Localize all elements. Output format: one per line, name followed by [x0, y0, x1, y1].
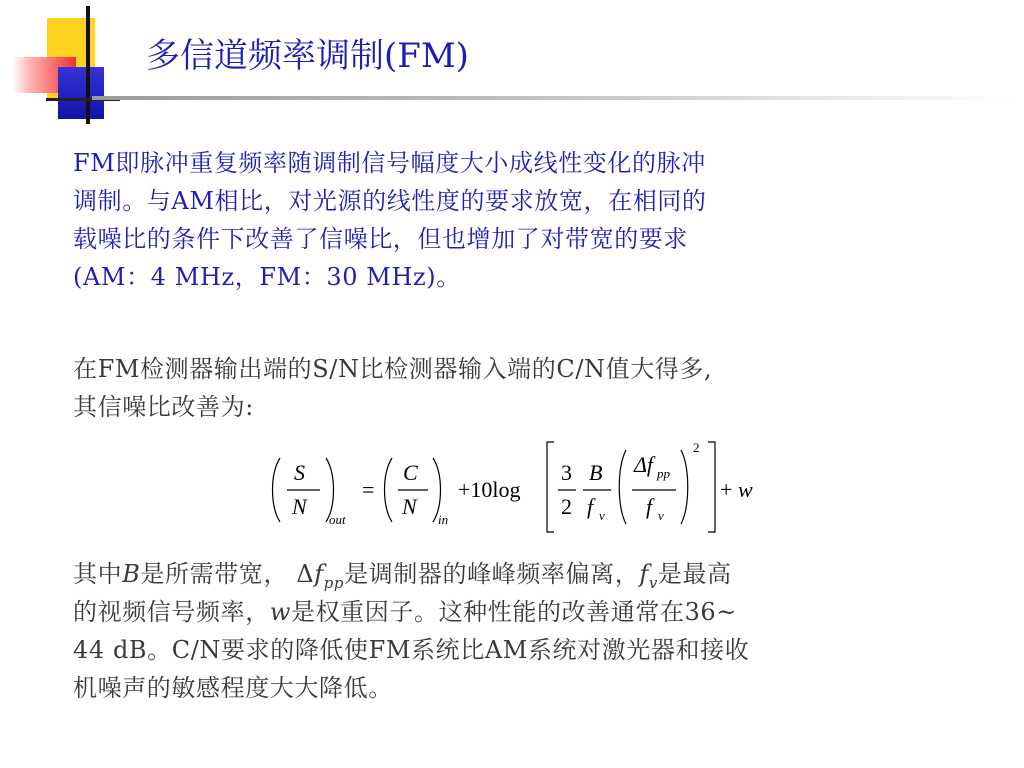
decor-vertical-line: [86, 6, 90, 124]
text-line: 其信噪比改善为:: [73, 393, 254, 421]
text-line: 载噪比的条件下改善了信噪比，但也增加了对带宽的要求: [73, 225, 688, 253]
paren-left-2: [385, 458, 393, 522]
formula-plus: +: [720, 477, 733, 502]
text-line: FM即脉冲重复频率随调制信号幅度大小成线性变化的脉冲: [73, 149, 706, 177]
formula-sub-in: in: [438, 512, 449, 527]
formula-svg: [268, 436, 768, 536]
text-line: [73, 555, 973, 593]
paren-left-3: [619, 450, 626, 524]
sub-v: v: [648, 573, 658, 592]
snr-improvement-formula: [268, 436, 768, 536]
formula-three: 3: [561, 460, 572, 485]
delta-symbol: Δ: [296, 560, 315, 588]
formula-b: B: [589, 460, 603, 485]
text-line: 在FM检测器输出端的S/N比检测器输入端的C/N值大得多,: [73, 355, 713, 383]
text-span: 是调制器的峰峰频率偏离，: [344, 560, 640, 588]
title-underline-rule: [92, 96, 1012, 100]
formula-exponent-2: 2: [693, 440, 700, 455]
text-line: 机噪声的敏感程度大大降低。: [73, 674, 393, 702]
text-line: 44 dB。C/N要求的降低使FM系统比AM系统对激光器和接收: [73, 636, 750, 664]
text-line: (AM：4 MHz，FM：30 MHz)。: [73, 263, 461, 291]
paren-left-1: [273, 458, 281, 522]
formula-plus-10log: +10log: [458, 477, 521, 502]
formula-w: w: [738, 477, 753, 502]
paragraph-fm-definition: [73, 144, 973, 296]
formula-two: 2: [561, 494, 572, 519]
var-w: w: [269, 598, 291, 626]
formula-sub-out: out: [329, 512, 346, 527]
paragraph-explanation: [73, 555, 973, 707]
formula-n: N: [292, 494, 307, 519]
var-fv: f: [639, 560, 649, 588]
text-span: 是所需带宽，: [140, 560, 297, 588]
formula-f2: f: [646, 494, 653, 519]
formula-sub-v2: v: [658, 508, 664, 523]
text-span: 的视频信号频率，: [73, 598, 270, 626]
text-line: 调制。与AM相比，对光源的线性度的要求放宽，在相同的: [73, 187, 707, 215]
text-span: 其中: [73, 560, 123, 588]
text-span: 是权重因子。这种性能的改善通常在36~: [290, 598, 738, 626]
paren-right-3: [681, 450, 688, 524]
formula-c: C: [403, 460, 418, 485]
decor-blue-square: [58, 67, 104, 119]
formula-sub-v: v: [599, 508, 605, 523]
slide-title: 多信道频率调制(FM): [146, 36, 469, 76]
formula-delta-f: Δf: [634, 452, 654, 477]
formula-equals: =: [362, 477, 375, 502]
var-b: B: [122, 560, 141, 588]
text-span: 是最高: [657, 560, 732, 588]
text-line: [73, 593, 973, 631]
bracket-right: [708, 442, 715, 532]
var-f: f: [314, 560, 324, 588]
bracket-left: [547, 442, 554, 532]
sub-pp: pp: [323, 573, 345, 592]
formula-sub-pp: pp: [657, 466, 670, 481]
formula-s: S: [294, 460, 305, 485]
formula-f: f: [587, 494, 594, 519]
paragraph-snr-improvement: [73, 350, 973, 426]
formula-n2: N: [402, 494, 417, 519]
